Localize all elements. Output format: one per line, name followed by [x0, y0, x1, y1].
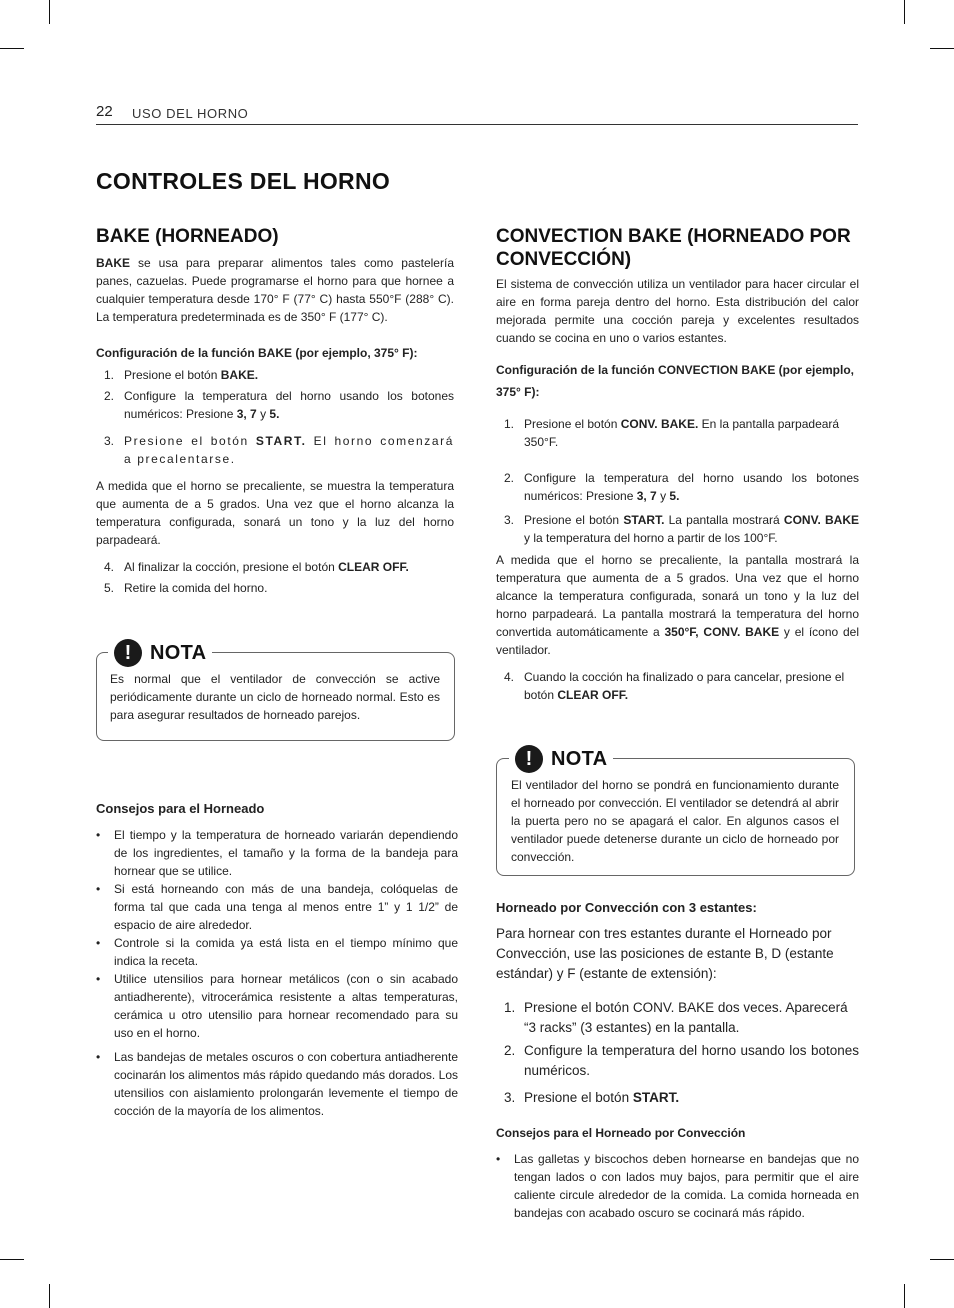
bake-tips [96, 800, 458, 1120]
list-item: 3. Presione el botón START. El horno comenzará a precalentarse. [104, 434, 454, 466]
bake-intro: BAKE se usa para preparar alimentos tales como pastelería panes, cazuelas. Puede programarse el horno para que hornee a cualquier temperatura desde 170° F (77° C) hasta 550°F (288° C). La temperatura predeterminada es de 350° F (177° C). [96, 256, 454, 324]
crop-mark [930, 1259, 954, 1260]
section-label: USO DEL HORNO [132, 106, 249, 121]
list-item: • Controle si la comida ya está lista en el tiempo mínimo que indica la receta. [96, 936, 458, 968]
list-item: 2. Configure la temperatura del horno usando los botones numéricos: Presione 3, 7 y 5. [104, 389, 454, 421]
bake-tips-heading: Consejos para el Horneado [96, 801, 265, 816]
convection-note-text: El ventilador del horno se pondrá en funcionamiento durante el horneado por convección. El ventilador se detendrá al abrir la puerta pero no se apagará el calor. En algunos casos el ventilador puede detenerse durante un ciclo de horneado por convección. [511, 778, 839, 864]
convection-tips-list [496, 1150, 859, 1222]
list-item: 5. Retire la comida del horno. [104, 581, 268, 595]
list-item: 1. Presione el botón CONV. BAKE dos veces. Aparecerá “3 racks” (3 estantes) en la pantalla. [504, 1000, 848, 1035]
page-title: CONTROLES DEL HORNO [96, 168, 391, 194]
convection-intro: El sistema de convección utiliza un ventilador para hacer circular el aire en forma pareja dentro del horno. Esta distribución del calor mejorada permite una cocción pareja y excelentes resultados cuando se cocina en uno o varios estantes. [496, 277, 859, 345]
bake-note-header [108, 638, 212, 668]
list-item: 1. Presione el botón BAKE. [104, 368, 259, 382]
list-item: 1. Presione el botón CONV. BAKE. En la pantalla parpadeará 350°F. [504, 417, 840, 449]
warning-icon: ! [515, 745, 543, 773]
bake-config-heading: Configuración de la función BAKE (por ejemplo, 375° F): [96, 346, 418, 360]
crop-mark [0, 1259, 24, 1260]
crop-mark [49, 1284, 50, 1308]
convection-column [496, 225, 859, 704]
list-item: 2. Configure la temperatura del horno usando los botones numéricos: Presione 3, 7 y 5. [504, 471, 859, 503]
running-header [96, 100, 858, 125]
convection-note-header [509, 744, 613, 774]
note-title: NOTA [150, 641, 207, 664]
list-item: 4. Cuando la cocción ha finalizado o para cancelar, presione el botón CLEAR OFF. [504, 670, 845, 702]
convection-note-box [496, 758, 855, 876]
list-item: 3. Presione el botón START. [504, 1090, 680, 1105]
three-racks-section [496, 898, 859, 1222]
list-item: 4. Al finalizar la cocción, presione el botón CLEAR OFF. [104, 560, 409, 574]
convection-tips-heading: Consejos para el Horneado por Convección [496, 1126, 746, 1140]
three-racks-heading: Horneado por Convección con 3 estantes: [496, 900, 757, 915]
three-racks-steps [496, 998, 859, 1108]
convection-title: CONVECTION BAKE (HORNEADO POR CONVECCIÓN) [496, 226, 851, 270]
list-item: 3. Presione el botón START. La pantalla mostrará CONV. BAKE y la temperatura del horno a partir de los 100°F. [504, 513, 859, 545]
bake-tips-list [96, 826, 458, 1120]
crop-mark [930, 48, 954, 49]
warning-icon: ! [114, 639, 142, 667]
crop-mark [49, 0, 50, 24]
list-item: • Las bandejas de metales oscuros o con cobertura antiadherente cocinarán los alimentos más rápido quedando más dorados. Los utensilios con aislamiento prolongarán levemente el tiempo de cocción de la mayoría de los alimentos. [96, 1050, 458, 1118]
list-item: • Si está horneando con más de una bandeja, colóquelas de forma tal que cada una tenga al menos entre 1” y 1 1/2” de espacio de aire alrededor. [96, 882, 458, 932]
convection-steps-continued [496, 668, 859, 704]
convection-steps [496, 415, 859, 547]
bake-title: BAKE (HORNEADO) [96, 226, 279, 247]
bake-column [96, 225, 454, 597]
list-item: • Utilice utensilios para hornear metálicos (con o sin acabado antiadherente), vitrocerámica resistente a altas temperaturas, cerámica u otro utensilio para hornear recomendado para su uso en el horno. [96, 972, 458, 1040]
crop-mark [904, 0, 905, 24]
crop-mark [0, 48, 24, 49]
bake-steps [96, 366, 454, 468]
bake-preheat-paragraph: A medida que el horno se precaliente, se muestra la temperatura que aumenta de a 5 grados. Una vez que el horno alcanza la temperatura configurada, sonará un tono y la luz del horno parpadeará. [96, 479, 454, 547]
crop-mark [904, 1284, 905, 1308]
bake-steps-continued [96, 558, 454, 597]
convection-preheat-paragraph: A medida que el horno se precaliente, la pantalla mostrará la temperatura que aumenta de a 5 grados. Una vez que el horno alcance la temperatura configurada, sonará un tono y la luz del horno parpadeará. La pantalla mostrará la temperatura del horno convertida automáticamente a 350°F, CONV. BAKE y el ícono del ventilador. [496, 553, 860, 657]
note-title: NOTA [551, 747, 608, 770]
page-number: 22 [96, 103, 113, 120]
three-racks-intro: Para hornear con tres estantes durante el Horneado por Convección, use las posiciones de estante B, D (estante estándar) y F (estante de extensión): [496, 926, 834, 981]
convection-config-heading: Configuración de la función CONVECTION BAKE (por ejemplo, 375° F): [496, 363, 855, 399]
bake-note-text: Es normal que el ventilador de convección se active periódicamente durante un ciclo de horneado normal. Esto es para asegurar resultados de horneado parejos. [110, 672, 440, 722]
list-item: • El tiempo y la temperatura de horneado variarán dependiendo de los ingredientes, el tamaño y la forma de la bandeja para hornear que se utilice. [96, 828, 458, 878]
list-item: • Las galletas y biscochos deben hornearse en bandejas que no tengan lados o con lados muy bajos, para permitir que el aire caliente circule alrededor de la comida. La comida horneada en bandejas con acabado oscuro se cocinará más rápido. [496, 1152, 859, 1220]
list-item: 2. Configure la temperatura del horno usando los botones numéricos. [504, 1043, 859, 1078]
